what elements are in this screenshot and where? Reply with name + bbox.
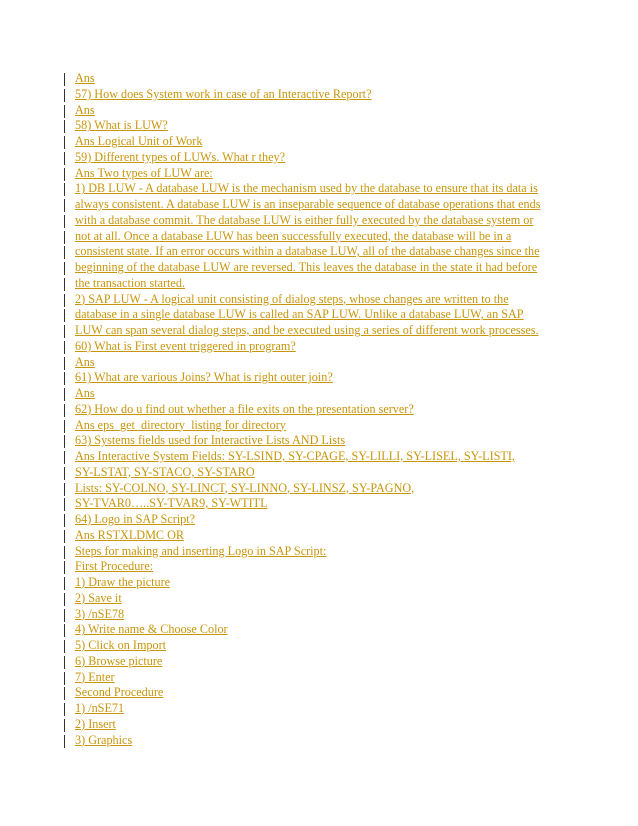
answer-line: [64, 71, 564, 87]
question-57-line: [64, 87, 564, 103]
answer-text[interactable]: Ans: [75, 354, 95, 369]
paragraph-text[interactable]: 2) SAP LUW - A logical unit consisting of dialog steps, whose changes are written to the: [75, 291, 509, 306]
procedure-heading-line: [64, 685, 564, 701]
paragraph-text[interactable]: always consistent. A database LUW is an inseparable sequence of database operations that ends: [75, 197, 541, 211]
paragraph-text[interactable]: SY-TVAR0…..SY-TVAR9, SY-WTITL: [75, 496, 268, 511]
question-64-text[interactable]: 64) Logo in SAP Script?: [75, 512, 196, 526]
step-text[interactable]: 6) Browse picture: [75, 653, 163, 668]
question-60-line: [64, 339, 564, 355]
paragraph-line: [64, 181, 564, 197]
answer-line: [64, 386, 564, 402]
answer-line: [64, 103, 564, 119]
answer-line: [64, 134, 564, 150]
step-text[interactable]: 3) /nSE78: [75, 606, 125, 621]
paragraph-line: [64, 244, 564, 260]
paragraph-text[interactable]: LUW can span several dialog steps, and be executed using a series of different work processes.: [75, 323, 539, 337]
answer-text[interactable]: Ans Logical Unit of Work: [75, 134, 203, 148]
paragraph-text[interactable]: Steps for making and inserting Logo in SAP Script:: [75, 543, 327, 558]
step-text[interactable]: 1) Draw the picture: [75, 575, 171, 589]
step-line: [64, 717, 564, 733]
paragraph-text[interactable]: Lists: SY-COLNO, SY-LINCT, SY-LINNO, SY-LINSZ, SY-PAGNO,: [75, 480, 415, 495]
paragraph-text[interactable]: database in a single database LUW is called an SAP LUW. Unlike a database LUW, an SAP: [75, 307, 524, 322]
question-61-text[interactable]: 61) What are various Joins? What is right outer join?: [75, 370, 333, 385]
question-63-text[interactable]: 63) Systems fields used for Interactive Lists AND Lists: [75, 433, 346, 448]
procedure-heading-line: [64, 559, 564, 575]
question-59-line: [64, 150, 564, 166]
answer-text[interactable]: Ans: [75, 102, 95, 117]
step-line: [64, 591, 564, 607]
document-body: [64, 71, 564, 748]
step-text[interactable]: 4) Write name & Choose Color: [75, 622, 228, 637]
step-text[interactable]: 7) Enter: [75, 669, 115, 684]
answer-text[interactable]: Ans RSTXLDMC OR: [75, 527, 185, 542]
paragraph-text[interactable]: the transaction started.: [75, 275, 185, 290]
paragraph-line: [64, 323, 564, 339]
paragraph-line: [64, 307, 564, 323]
step-line: [64, 607, 564, 623]
step-line: [64, 670, 564, 686]
paragraph-text[interactable]: SY-LSTAT, SY-STACO, SY-STARO: [75, 464, 255, 479]
procedure-heading-text[interactable]: Second Procedure: [75, 685, 164, 700]
paragraph-line: [64, 481, 564, 497]
paragraph-text[interactable]: consistent state. If an error occurs within a database LUW, all of the database changes since the: [75, 244, 540, 259]
paragraph-line: [64, 229, 564, 245]
step-line: [64, 701, 564, 717]
answer-line: [64, 355, 564, 371]
question-62-line: [64, 402, 564, 418]
step-line: [64, 654, 564, 670]
paragraph-line: [64, 465, 564, 481]
answer-line: [64, 528, 564, 544]
step-text[interactable]: 3) Graphics: [75, 732, 133, 747]
answer-text[interactable]: Ans Two types of LUW are:: [75, 165, 213, 180]
question-60-text[interactable]: 60) What is First event triggered in program?: [75, 338, 296, 353]
step-text[interactable]: 5) Click on Import: [75, 638, 167, 652]
step-text[interactable]: 2) Save it: [75, 590, 122, 605]
answer-text[interactable]: Ans: [75, 386, 95, 400]
paragraph-text[interactable]: 1) DB LUW - A database LUW is the mechanism used by the database to ensure that its data is: [75, 181, 538, 196]
paragraph-text[interactable]: not at all. Once a database LUW has been successfully executed, the database will be in a: [75, 228, 512, 243]
question-63-line: [64, 433, 564, 449]
paragraph-text[interactable]: beginning of the database LUW are reversed. This leaves the database in the state it had before: [75, 260, 538, 274]
answer-line: [64, 166, 564, 182]
paragraph-line: [64, 260, 564, 276]
question-61-line: [64, 370, 564, 386]
paragraph-line: [64, 544, 564, 560]
answer-text[interactable]: Ans: [75, 71, 95, 85]
step-line: [64, 733, 564, 749]
paragraph-line: [64, 197, 564, 213]
paragraph-line: [64, 276, 564, 292]
paragraph-line: [64, 496, 564, 512]
step-line: [64, 638, 564, 654]
step-text[interactable]: 1) /nSE71: [75, 701, 125, 715]
question-57-text[interactable]: 57) How does System work in case of an Interactive Report?: [75, 86, 372, 101]
paragraph-line: [64, 292, 564, 308]
question-62-text[interactable]: 62) How do u find out whether a file exits on the presentation server?: [75, 401, 414, 416]
step-text[interactable]: 2) Insert: [75, 716, 116, 731]
answer-text[interactable]: Ans Interactive System Fields: SY-LSIND, SY-CPAGE, SY-LILLI, SY-LISEL, SY-LISTI,: [75, 449, 515, 463]
answer-line: [64, 449, 564, 465]
answer-text[interactable]: Ans eps_get_directory_listing for directory: [75, 417, 286, 432]
answer-line: [64, 418, 564, 434]
question-58-line: [64, 118, 564, 134]
step-line: [64, 622, 564, 638]
question-59-text[interactable]: 59) Different types of LUWs. What r they?: [75, 149, 286, 164]
question-64-line: [64, 512, 564, 528]
question-58-text[interactable]: 58) What is LUW?: [75, 118, 168, 133]
procedure-heading-text[interactable]: First Procedure:: [75, 559, 154, 574]
paragraph-line: [64, 213, 564, 229]
step-line: [64, 575, 564, 591]
paragraph-text[interactable]: with a database commit. The database LUW is either fully executed by the database system or: [75, 212, 534, 227]
